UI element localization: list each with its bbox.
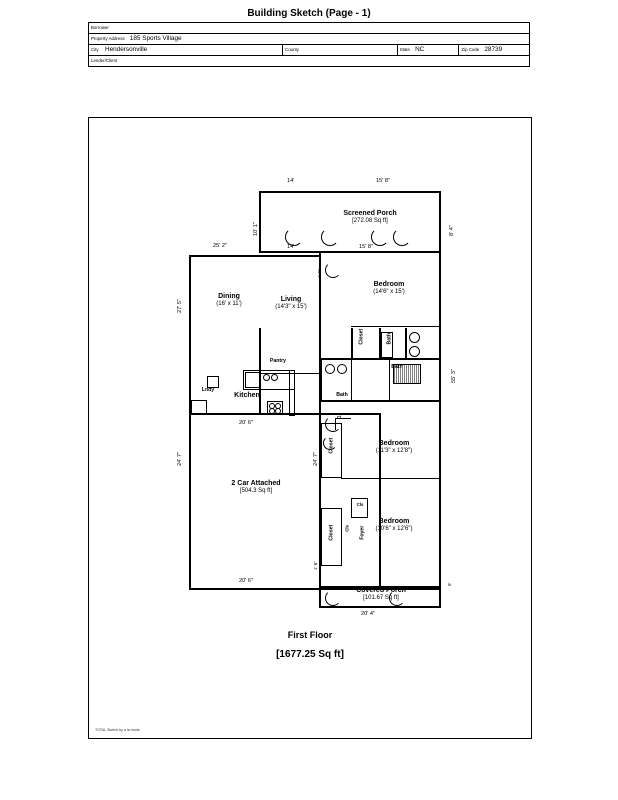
dim-1-6: 1' 6" <box>317 269 322 278</box>
wall <box>351 328 353 360</box>
dim-left-24-7: 24' 7" <box>177 452 183 466</box>
wall <box>341 508 342 566</box>
label-bath-upper: Bath <box>386 332 393 345</box>
zip-label: Zip Code <box>461 47 480 52</box>
room-bedroom-top: Bedroom (14'6" x 15') <box>373 281 405 296</box>
room-screened-porch: Screened Porch [272.08 Sq ft] <box>343 210 397 225</box>
state-value: NC <box>415 46 425 53</box>
address-cell <box>89 34 530 45</box>
wall <box>321 360 322 400</box>
wall <box>189 588 321 590</box>
wall <box>439 588 441 608</box>
property-info-table <box>88 22 530 67</box>
dim-top-14: 14' <box>287 178 295 184</box>
kitchen-counter <box>289 370 295 416</box>
label-closet-upper: Closet <box>358 328 365 345</box>
borrower-cell <box>89 23 530 34</box>
burner-icon <box>263 374 270 381</box>
toilet-icon <box>325 364 335 374</box>
label-laundry: Lndy <box>201 387 215 393</box>
door-swing <box>393 228 411 246</box>
wall <box>321 358 441 360</box>
room-bedroom-lower: Bedroom (10'6" x 12'6") <box>375 518 413 533</box>
wall <box>341 478 441 479</box>
dim-15-8-b: 15' 8" <box>359 244 373 250</box>
wall <box>405 328 407 360</box>
wall <box>189 255 321 257</box>
dim-20-6-bottom: 20' 6" <box>239 578 253 584</box>
sketch-frame <box>88 117 532 739</box>
dim-left-27-5: 27' 5" <box>177 299 183 313</box>
wall <box>439 251 441 603</box>
door-swing <box>371 228 389 246</box>
label-pantry: Pantry <box>269 358 287 364</box>
room-bedroom-mid: Bedroom (11'3" x 12'8") <box>375 440 413 455</box>
wall <box>367 498 368 518</box>
room-covered-porch: Covered Porch [101.67 Sq ft] <box>356 587 406 602</box>
label-bath-lower: Bath <box>336 392 348 398</box>
city-value: Hendersonville <box>104 46 148 53</box>
table-row <box>89 34 530 45</box>
lender-label: Lender/Client <box>91 58 118 63</box>
state-cell <box>397 45 459 56</box>
sketch-software-note: TOTAL Sketch by a la mode <box>95 728 140 732</box>
wall <box>321 400 441 402</box>
table-row <box>89 45 530 56</box>
city-label: City <box>91 47 99 52</box>
dim-25-2: 25' 2" <box>213 243 227 249</box>
dim-20-6-top: 20' 6" <box>239 420 253 426</box>
county-label: County <box>285 47 299 52</box>
burner-icon <box>275 408 281 414</box>
wall <box>319 606 441 608</box>
wall <box>319 251 441 253</box>
dim-left-10-1: 10' 1" <box>253 222 259 236</box>
label-cls-1: Cls <box>356 502 364 507</box>
wall <box>321 423 322 478</box>
county-cell <box>283 45 398 56</box>
page-title: Building Sketch (Page - 1) <box>247 8 371 19</box>
door-swing <box>325 262 341 278</box>
wall <box>189 415 191 590</box>
sink-fixture <box>245 372 261 388</box>
label-foyer: Foyer <box>359 525 366 540</box>
wall <box>351 498 368 499</box>
dim-right-8-4: 8' 4" <box>449 225 455 236</box>
appliance-fixture <box>191 400 207 415</box>
wall <box>259 191 441 193</box>
wall <box>189 255 191 415</box>
label-cls-2: Cls <box>344 524 350 532</box>
sink-icon <box>409 346 420 357</box>
sink-icon <box>337 364 347 374</box>
wall <box>319 588 321 608</box>
wall <box>321 565 342 566</box>
zip-cell <box>459 45 530 56</box>
wall <box>189 413 321 415</box>
dim-14-b: 14' <box>287 244 295 250</box>
state-label: State <box>399 47 410 52</box>
table-row <box>89 56 530 67</box>
toilet-icon <box>409 332 420 343</box>
borrower-label: Borrower <box>91 25 109 30</box>
label-bath-mid: Bath <box>391 364 403 370</box>
room-kitchen: Kitchen <box>234 392 260 399</box>
door-swing <box>321 228 339 246</box>
floor-caption: First Floor <box>287 630 333 640</box>
wall <box>259 191 261 253</box>
label-closet-lower: Closet <box>328 524 335 541</box>
table-row <box>89 23 530 34</box>
room-living: Living (14'3" x 15') <box>275 296 307 311</box>
wall <box>321 477 342 478</box>
address-value: 185 Sports Village <box>129 35 182 42</box>
label-cl: Cl <box>336 415 342 420</box>
city-cell <box>89 45 283 56</box>
dim-5: 5' <box>447 582 452 586</box>
label-closet-mid: Closet <box>328 437 335 454</box>
room-dining: Dining (16' x 11') <box>216 293 242 308</box>
address-label: Property Address <box>91 36 125 41</box>
burner-icon <box>271 374 278 381</box>
zip-value: 28739 <box>484 46 503 53</box>
dim-right-55-3: 55' 3" <box>451 369 457 383</box>
area-caption: [1677.25 Sq ft] <box>276 649 344 660</box>
room-garage: 2 Car Attached [504.3 Sq ft] <box>231 480 281 495</box>
lender-cell <box>89 56 530 67</box>
wall <box>341 423 342 478</box>
wall <box>321 508 342 509</box>
wall <box>321 508 322 566</box>
floor-plan <box>89 118 531 738</box>
dim-20-4: 20' 4" <box>361 611 375 617</box>
dim-top-15-8: 15' 8" <box>376 178 390 184</box>
dim-24-7-inner: 24' 7" <box>313 452 319 466</box>
wall <box>439 191 441 253</box>
wall <box>321 413 381 415</box>
dim-1-6-b: 1' 6" <box>313 561 318 570</box>
wall <box>351 498 352 518</box>
